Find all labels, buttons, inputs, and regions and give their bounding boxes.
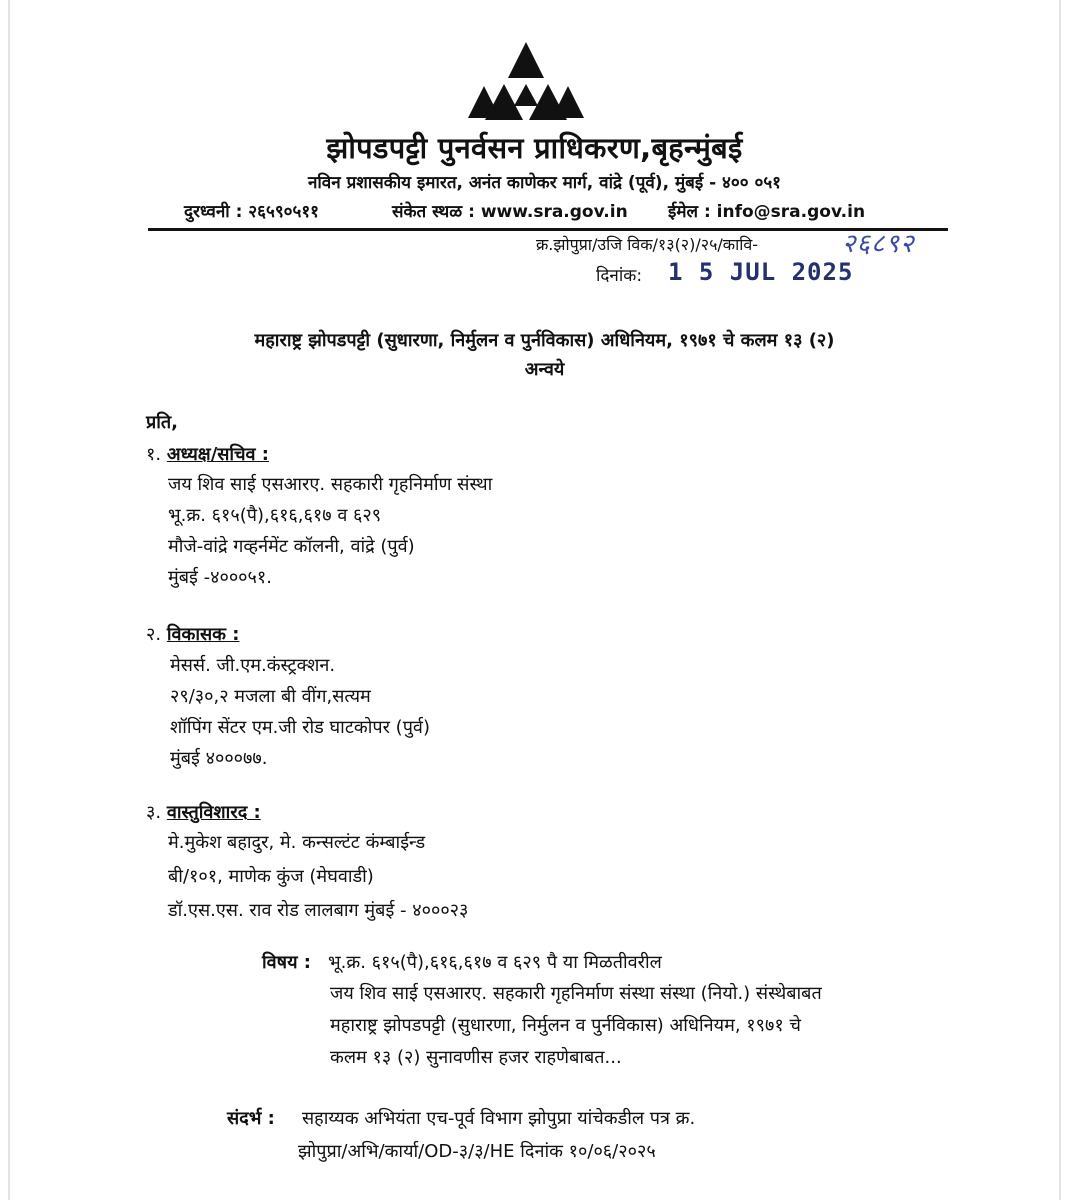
reference-note-line: झोपुप्रा/अभि/कार्या/OD-३/३/HE दिनांक १०/०६/२०२५ [298, 1141, 656, 1162]
recipient-3-line: डॉ.एस.एस. राव रोड लालबाग मुंबई - ४०००२३ [168, 900, 469, 921]
recipient-title: वास्तुविशारद : [166, 802, 261, 823]
recipient-2-line: मेसर्स. जी.एम.कंस्ट्रक्शन. [170, 655, 336, 676]
subject-line: महाराष्ट्र झोपडपट्टी (सुधारणा, निर्मुलन व पुर्नविकास) अधिनियम, १९७१ चे [330, 1015, 801, 1036]
date-stamp: 1 5 JUL 2025 [668, 258, 854, 286]
recipient-2-line: शॉपिंग सेंटर एम.जी रोड घाटकोपर (पुर्व) [170, 717, 430, 738]
reference-note-label: संदर्भ : [227, 1108, 275, 1129]
reference-number: क्र.झोपुप्रा/उजि विक/१३(२)/२५/कावि- [536, 235, 759, 254]
reference-note-line: सहाय्यक अभियंता एच-पूर्व विभाग झोपुप्रा यांचेकडील पत्र क्र. [302, 1108, 696, 1129]
recipient-number: २. [146, 624, 162, 645]
salutation: प्रति, [146, 412, 179, 433]
subject-line: कलम १३ (२) सुनावणीस हजर राहणेबाबत... [330, 1047, 622, 1068]
website[interactable]: संकेत स्थळ : www.sra.gov.in [392, 202, 628, 222]
recipient-1-line: मुंबई -४०००५१. [168, 567, 272, 588]
email[interactable]: ईमेल : info@sra.gov.in [668, 202, 866, 222]
heading-anvaye: अन्वये [524, 359, 565, 380]
recipient-3-heading [146, 800, 261, 824]
recipient-1-line: भू.क्र. ६१५(पै),६१६,६१७ व ६२९ [168, 505, 382, 526]
subject-label: विषय : [262, 952, 311, 973]
subject-line: भू.क्र. ६१५(पै),६१६,६१७ व ६२९ पै या मिळतीवरील [328, 952, 662, 973]
phone-number: दुरध्वनी : २६५९०५११ [184, 202, 320, 222]
recipient-2-line: २९/३०,२ मजला बी वींग,सत्यम [170, 686, 371, 707]
sra-logo-icon [466, 40, 586, 124]
recipient-title: विकासक : [166, 624, 240, 645]
recipient-number: ३. [146, 802, 162, 823]
recipient-title: अध्यक्ष/सचिव : [166, 444, 270, 465]
recipient-1-line: जय शिव साई एसआरए. सहकारी गृहनिर्माण संस्था [168, 474, 493, 495]
recipient-number: १. [146, 444, 162, 465]
recipient-3-line: मे.मुकेश बहादुर, मे. कन्सल्टंट कंम्बाईन्ड [168, 832, 426, 853]
organization-name: झोपडपट्टी पुनर्वसन प्राधिकरण,बृहन्मुंबई [326, 131, 743, 165]
recipient-1-line: मौजे-वांद्रे गव्हर्नमेंट कॉलनी, वांद्रे (पुर्व) [168, 536, 415, 557]
letterhead-divider [148, 228, 948, 231]
subject-line: जय शिव साई एसआरए. सहकारी गृहनिर्माण संस्था संस्था (नियो.) संस्थेबाबत [330, 983, 822, 1004]
recipient-2-line: मुंबई ४०००७७. [170, 748, 268, 769]
handwritten-reference-number: २६८९२ [842, 229, 915, 259]
organization-address: नविन प्रशासकीय इमारत, अनंत काणेकर मार्ग, वांद्रे (पूर्व), मुंबई - ४०० ०५१ [307, 173, 782, 193]
recipient-1-heading [146, 442, 269, 466]
recipient-3-line: बी/१०१, माणेक कुंज (मेघवाडी) [168, 866, 374, 887]
recipient-2-heading [146, 622, 239, 646]
heading-act: महाराष्ट्र झोपडपट्टी (सुधारणा, निर्मुलन व पुर्नविकास) अधिनियम, १९७१ चे कलम १३ (२) [254, 330, 835, 351]
date-label: दिनांक: [596, 266, 643, 286]
